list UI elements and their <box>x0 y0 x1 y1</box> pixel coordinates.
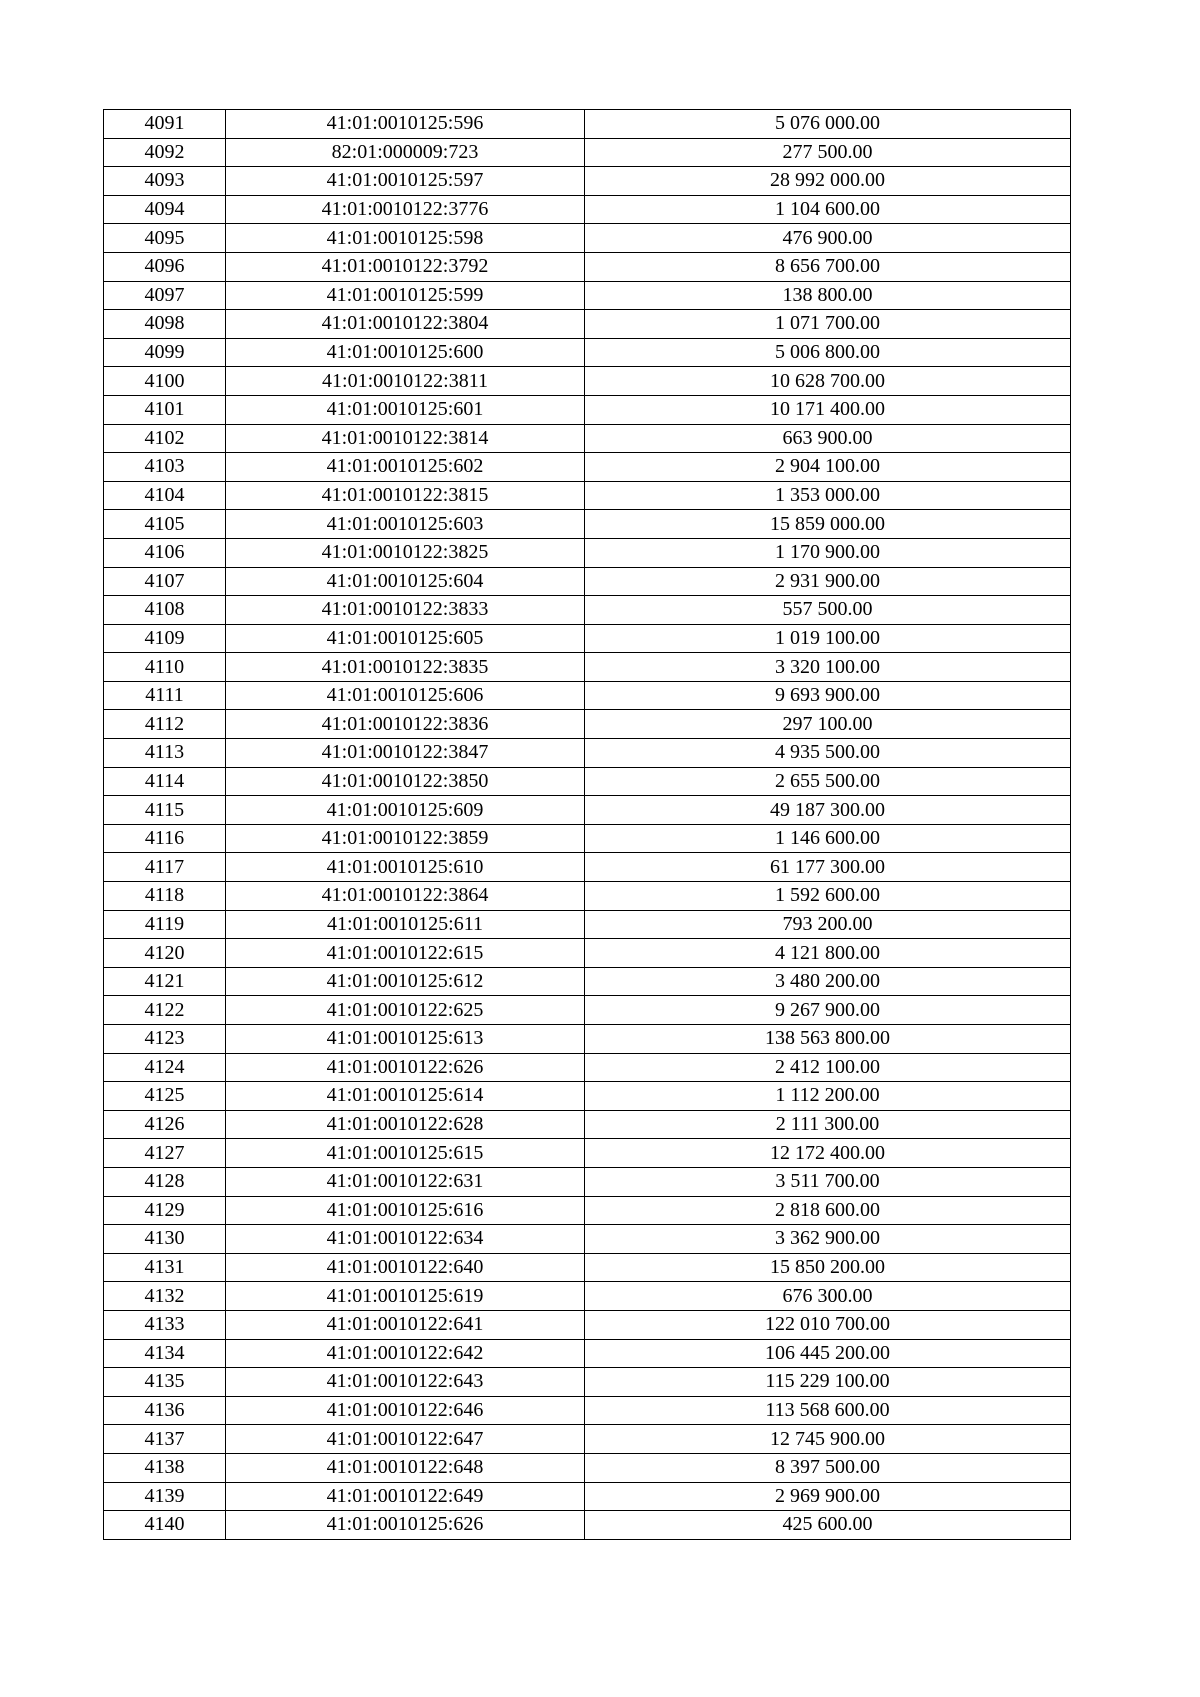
cadastral-number-cell: 41:01:0010125:605 <box>226 624 585 653</box>
cadastral-value-cell: 793 200.00 <box>585 910 1071 939</box>
table-row <box>104 1310 1071 1339</box>
row-number-cell: 4104 <box>104 481 226 510</box>
row-number-cell: 4108 <box>104 596 226 625</box>
cadastral-value-cell: 9 693 900.00 <box>585 681 1071 710</box>
table-row <box>104 739 1071 768</box>
cadastral-value-cell: 1 071 700.00 <box>585 310 1071 339</box>
cadastral-number-cell: 41:01:0010125:600 <box>226 338 585 367</box>
row-number-cell: 4103 <box>104 453 226 482</box>
cadastral-number-cell: 41:01:0010125:615 <box>226 1139 585 1168</box>
cadastral-number-cell: 82:01:000009:723 <box>226 138 585 167</box>
row-number-cell: 4137 <box>104 1425 226 1454</box>
row-number-cell: 4110 <box>104 653 226 682</box>
table-row <box>104 510 1071 539</box>
table-row <box>104 1053 1071 1082</box>
cadastral-value-cell: 4 121 800.00 <box>585 939 1071 968</box>
table-row <box>104 224 1071 253</box>
cadastral-value-cell: 28 992 000.00 <box>585 167 1071 196</box>
table-row <box>104 967 1071 996</box>
cadastral-number-cell: 41:01:0010125:616 <box>226 1196 585 1225</box>
cadastral-number-cell: 41:01:0010122:625 <box>226 996 585 1025</box>
table-row <box>104 1282 1071 1311</box>
row-number-cell: 4132 <box>104 1282 226 1311</box>
table-row <box>104 1225 1071 1254</box>
cadastral-value-cell: 106 445 200.00 <box>585 1339 1071 1368</box>
table-row <box>104 281 1071 310</box>
cadastral-number-cell: 41:01:0010125:619 <box>226 1282 585 1311</box>
cadastral-number-cell: 41:01:0010122:3864 <box>226 882 585 911</box>
cadastral-value-cell: 2 904 100.00 <box>585 453 1071 482</box>
cadastral-number-cell: 41:01:0010125:598 <box>226 224 585 253</box>
row-number-cell: 4113 <box>104 739 226 768</box>
cadastral-value-cell: 2 969 900.00 <box>585 1482 1071 1511</box>
cadastral-value-cell: 9 267 900.00 <box>585 996 1071 1025</box>
cadastral-value-cell: 138 800.00 <box>585 281 1071 310</box>
row-number-cell: 4135 <box>104 1368 226 1397</box>
row-number-cell: 4112 <box>104 710 226 739</box>
cadastral-number-cell: 41:01:0010125:610 <box>226 853 585 882</box>
cadastral-value-cell: 1 146 600.00 <box>585 824 1071 853</box>
row-number-cell: 4133 <box>104 1310 226 1339</box>
cadastral-value-cell: 476 900.00 <box>585 224 1071 253</box>
table-row <box>104 1511 1071 1540</box>
row-number-cell: 4100 <box>104 367 226 396</box>
cadastral-value-cell: 1 112 200.00 <box>585 1082 1071 1111</box>
table-row <box>104 767 1071 796</box>
table-row <box>104 1339 1071 1368</box>
cadastral-number-cell: 41:01:0010125:614 <box>226 1082 585 1111</box>
row-number-cell: 4131 <box>104 1253 226 1282</box>
cadastral-number-cell: 41:01:0010125:606 <box>226 681 585 710</box>
cadastral-value-cell: 5 006 800.00 <box>585 338 1071 367</box>
table-row <box>104 1167 1071 1196</box>
cadastral-number-cell: 41:01:0010122:3814 <box>226 424 585 453</box>
cadastral-value-cell: 3 480 200.00 <box>585 967 1071 996</box>
cadastral-number-cell: 41:01:0010122:3792 <box>226 252 585 281</box>
row-number-cell: 4097 <box>104 281 226 310</box>
cadastral-value-cell: 15 850 200.00 <box>585 1253 1071 1282</box>
cadastral-number-cell: 41:01:0010125:597 <box>226 167 585 196</box>
cadastral-number-cell: 41:01:0010122:3815 <box>226 481 585 510</box>
row-number-cell: 4099 <box>104 338 226 367</box>
cadastral-value-cell: 8 656 700.00 <box>585 252 1071 281</box>
cadastral-value-cell: 2 818 600.00 <box>585 1196 1071 1225</box>
cadastral-number-cell: 41:01:0010125:599 <box>226 281 585 310</box>
cadastral-number-cell: 41:01:0010122:641 <box>226 1310 585 1339</box>
cadastral-value-cell: 425 600.00 <box>585 1511 1071 1540</box>
table-row <box>104 939 1071 968</box>
row-number-cell: 4091 <box>104 110 226 139</box>
table-row <box>104 167 1071 196</box>
cadastral-number-cell: 41:01:0010122:3847 <box>226 739 585 768</box>
row-number-cell: 4127 <box>104 1139 226 1168</box>
table-row <box>104 796 1071 825</box>
table-row <box>104 110 1071 139</box>
table-row <box>104 367 1071 396</box>
table-row <box>104 1368 1071 1397</box>
cadastral-value-cell: 1 170 900.00 <box>585 538 1071 567</box>
row-number-cell: 4120 <box>104 939 226 968</box>
row-number-cell: 4128 <box>104 1167 226 1196</box>
cadastral-number-cell: 41:01:0010122:3836 <box>226 710 585 739</box>
row-number-cell: 4096 <box>104 252 226 281</box>
cadastral-value-cell: 115 229 100.00 <box>585 1368 1071 1397</box>
table-row <box>104 910 1071 939</box>
row-number-cell: 4109 <box>104 624 226 653</box>
cadastral-number-cell: 41:01:0010125:596 <box>226 110 585 139</box>
cadastral-number-cell: 41:01:0010122:3835 <box>226 653 585 682</box>
table-row <box>104 1482 1071 1511</box>
row-number-cell: 4116 <box>104 824 226 853</box>
table-row <box>104 1453 1071 1482</box>
table-row <box>104 824 1071 853</box>
row-number-cell: 4125 <box>104 1082 226 1111</box>
cadastral-value-table <box>103 109 1071 1540</box>
table-row <box>104 596 1071 625</box>
cadastral-value-cell: 8 397 500.00 <box>585 1453 1071 1482</box>
row-number-cell: 4122 <box>104 996 226 1025</box>
cadastral-number-cell: 41:01:0010122:634 <box>226 1225 585 1254</box>
cadastral-value-cell: 297 100.00 <box>585 710 1071 739</box>
row-number-cell: 4115 <box>104 796 226 825</box>
row-number-cell: 4124 <box>104 1053 226 1082</box>
cadastral-value-cell: 663 900.00 <box>585 424 1071 453</box>
cadastral-value-cell: 3 362 900.00 <box>585 1225 1071 1254</box>
row-number-cell: 4098 <box>104 310 226 339</box>
row-number-cell: 4138 <box>104 1453 226 1482</box>
cadastral-number-cell: 41:01:0010122:3850 <box>226 767 585 796</box>
table-row <box>104 882 1071 911</box>
cadastral-value-cell: 2 655 500.00 <box>585 767 1071 796</box>
table-row <box>104 453 1071 482</box>
cadastral-number-cell: 41:01:0010122:648 <box>226 1453 585 1482</box>
cadastral-value-cell: 1 353 000.00 <box>585 481 1071 510</box>
cadastral-number-cell: 41:01:0010122:628 <box>226 1110 585 1139</box>
cadastral-number-cell: 41:01:0010125:602 <box>226 453 585 482</box>
cadastral-value-cell: 10 628 700.00 <box>585 367 1071 396</box>
row-number-cell: 4106 <box>104 538 226 567</box>
table-body <box>104 110 1071 1540</box>
cadastral-value-cell: 676 300.00 <box>585 1282 1071 1311</box>
table-row <box>104 853 1071 882</box>
row-number-cell: 4111 <box>104 681 226 710</box>
cadastral-value-cell: 4 935 500.00 <box>585 739 1071 768</box>
cadastral-value-cell: 113 568 600.00 <box>585 1396 1071 1425</box>
table-row <box>104 624 1071 653</box>
cadastral-number-cell: 41:01:0010122:640 <box>226 1253 585 1282</box>
cadastral-number-cell: 41:01:0010125:611 <box>226 910 585 939</box>
cadastral-number-cell: 41:01:0010125:613 <box>226 1025 585 1054</box>
table-row <box>104 681 1071 710</box>
table-row <box>104 252 1071 281</box>
table-row <box>104 395 1071 424</box>
table-row <box>104 424 1071 453</box>
cadastral-number-cell: 41:01:0010122:646 <box>226 1396 585 1425</box>
row-number-cell: 4130 <box>104 1225 226 1254</box>
cadastral-number-cell: 41:01:0010122:3776 <box>226 195 585 224</box>
table-row <box>104 1425 1071 1454</box>
cadastral-value-cell: 1 104 600.00 <box>585 195 1071 224</box>
row-number-cell: 4114 <box>104 767 226 796</box>
row-number-cell: 4119 <box>104 910 226 939</box>
row-number-cell: 4134 <box>104 1339 226 1368</box>
row-number-cell: 4139 <box>104 1482 226 1511</box>
row-number-cell: 4121 <box>104 967 226 996</box>
cadastral-number-cell: 41:01:0010122:3804 <box>226 310 585 339</box>
cadastral-number-cell: 41:01:0010125:601 <box>226 395 585 424</box>
cadastral-number-cell: 41:01:0010122:642 <box>226 1339 585 1368</box>
row-number-cell: 4117 <box>104 853 226 882</box>
cadastral-number-cell: 41:01:0010122:3811 <box>226 367 585 396</box>
cadastral-number-cell: 41:01:0010122:615 <box>226 939 585 968</box>
cadastral-value-cell: 61 177 300.00 <box>585 853 1071 882</box>
cadastral-number-cell: 41:01:0010122:626 <box>226 1053 585 1082</box>
row-number-cell: 4093 <box>104 167 226 196</box>
table-row <box>104 653 1071 682</box>
cadastral-number-cell: 41:01:0010125:626 <box>226 1511 585 1540</box>
row-number-cell: 4107 <box>104 567 226 596</box>
cadastral-number-cell: 41:01:0010122:3825 <box>226 538 585 567</box>
cadastral-value-cell: 277 500.00 <box>585 138 1071 167</box>
cadastral-value-cell: 1 592 600.00 <box>585 882 1071 911</box>
cadastral-number-cell: 41:01:0010125:612 <box>226 967 585 996</box>
cadastral-value-cell: 12 172 400.00 <box>585 1139 1071 1168</box>
cadastral-value-cell: 3 320 100.00 <box>585 653 1071 682</box>
row-number-cell: 4126 <box>104 1110 226 1139</box>
cadastral-number-cell: 41:01:0010122:643 <box>226 1368 585 1397</box>
cadastral-value-cell: 3 511 700.00 <box>585 1167 1071 1196</box>
table-row <box>104 1025 1071 1054</box>
row-number-cell: 4136 <box>104 1396 226 1425</box>
cadastral-value-cell: 1 019 100.00 <box>585 624 1071 653</box>
cadastral-value-cell: 12 745 900.00 <box>585 1425 1071 1454</box>
cadastral-number-cell: 41:01:0010125:604 <box>226 567 585 596</box>
row-number-cell: 4123 <box>104 1025 226 1054</box>
row-number-cell: 4094 <box>104 195 226 224</box>
cadastral-value-cell: 10 171 400.00 <box>585 395 1071 424</box>
cadastral-number-cell: 41:01:0010122:3833 <box>226 596 585 625</box>
table-row <box>104 138 1071 167</box>
table-row <box>104 1110 1071 1139</box>
table-row <box>104 338 1071 367</box>
cadastral-value-cell: 5 076 000.00 <box>585 110 1071 139</box>
table-row <box>104 710 1071 739</box>
cadastral-value-cell: 49 187 300.00 <box>585 796 1071 825</box>
table-row <box>104 1396 1071 1425</box>
row-number-cell: 4092 <box>104 138 226 167</box>
cadastral-value-cell: 2 412 100.00 <box>585 1053 1071 1082</box>
table-row <box>104 195 1071 224</box>
cadastral-number-cell: 41:01:0010122:631 <box>226 1167 585 1196</box>
table-row <box>104 1082 1071 1111</box>
table-row <box>104 1196 1071 1225</box>
cadastral-value-cell: 557 500.00 <box>585 596 1071 625</box>
cadastral-number-cell: 41:01:0010122:649 <box>226 1482 585 1511</box>
cadastral-value-cell: 138 563 800.00 <box>585 1025 1071 1054</box>
cadastral-number-cell: 41:01:0010122:647 <box>226 1425 585 1454</box>
row-number-cell: 4102 <box>104 424 226 453</box>
row-number-cell: 4105 <box>104 510 226 539</box>
row-number-cell: 4101 <box>104 395 226 424</box>
table-row <box>104 996 1071 1025</box>
table-row <box>104 567 1071 596</box>
cadastral-number-cell: 41:01:0010125:609 <box>226 796 585 825</box>
cadastral-value-cell: 15 859 000.00 <box>585 510 1071 539</box>
cadastral-value-cell: 122 010 700.00 <box>585 1310 1071 1339</box>
table-row <box>104 310 1071 339</box>
table-row <box>104 1253 1071 1282</box>
cadastral-value-cell: 2 111 300.00 <box>585 1110 1071 1139</box>
row-number-cell: 4095 <box>104 224 226 253</box>
table-row <box>104 481 1071 510</box>
table-row <box>104 538 1071 567</box>
cadastral-value-cell: 2 931 900.00 <box>585 567 1071 596</box>
row-number-cell: 4140 <box>104 1511 226 1540</box>
row-number-cell: 4129 <box>104 1196 226 1225</box>
cadastral-number-cell: 41:01:0010125:603 <box>226 510 585 539</box>
row-number-cell: 4118 <box>104 882 226 911</box>
cadastral-number-cell: 41:01:0010122:3859 <box>226 824 585 853</box>
table-row <box>104 1139 1071 1168</box>
